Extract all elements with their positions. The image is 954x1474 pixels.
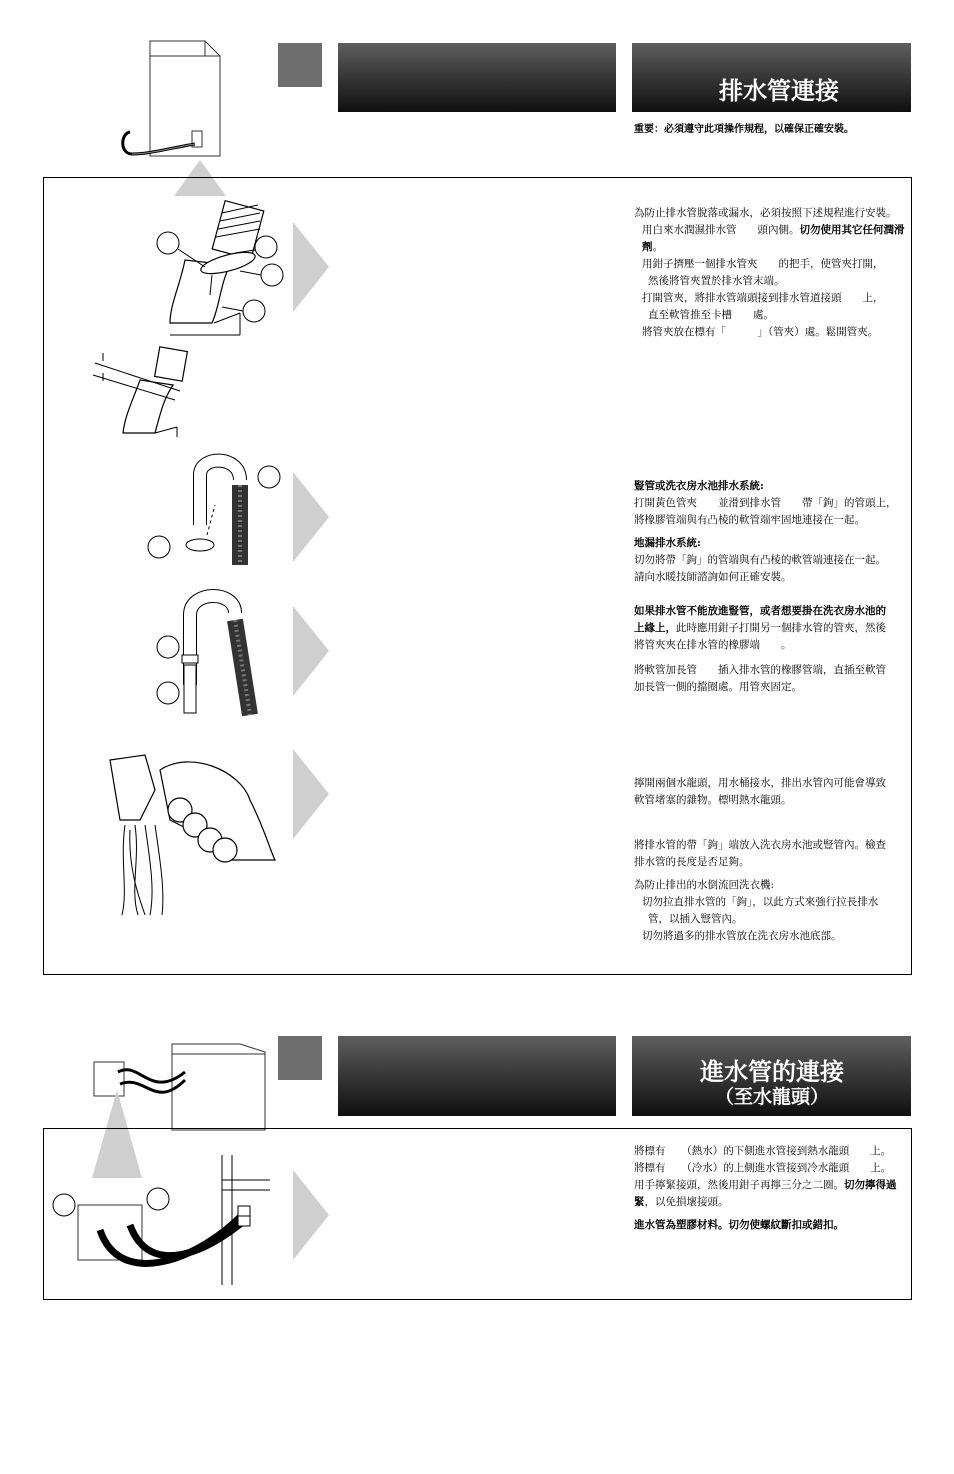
para-text: 將橡膠管端與有凸棱的軟管端牢固地連接在一起。	[634, 514, 865, 526]
para-text: ，以免損壞接頭。	[644, 1196, 729, 1208]
floor-drain-heading: 地漏排水系統:	[634, 537, 701, 549]
faucet-flush-illustration	[100, 750, 280, 920]
para-text: 擰開兩個水龍頭，用水桶接水，排出水管內可能會導致	[634, 777, 886, 789]
hose-clamp-illustration	[150, 195, 290, 345]
para-text: 加長管一側的擋圈處。用管夾固定。	[634, 681, 802, 693]
standpipe-instructions	[634, 478, 906, 586]
step-text: 用鉗子擠壓一個排水管夾 的把手，使管夾打開，	[642, 258, 884, 270]
para-text: 此時應用鉗子打開另一個排水管的管夾，然後	[676, 622, 886, 634]
extension-heading: 如果排水管不能放進豎管，或者想要掛在洗衣房水池的	[634, 605, 886, 617]
header-bar-left	[338, 43, 616, 112]
extension-instructions	[634, 603, 906, 696]
para-text: 將標有 （熱水）的下側進水管接到熱水龍頭 上。	[634, 1145, 892, 1157]
step-arrow	[293, 749, 329, 839]
para-text: 用手擰緊接頭，然後用鉗子再擰三分之二圈。	[634, 1179, 844, 1191]
para-text: 軟管堵塞的雜物。標明熱水龍頭。	[634, 794, 792, 806]
warning-text: 切勿使用其它任何潤滑劑	[642, 224, 905, 253]
hose-extension-illustration	[150, 585, 280, 720]
extension-heading: 上緣上，	[634, 622, 676, 634]
para-text: 將軟管加長管 插入排水管的橡膠管端，直插至軟管	[634, 664, 886, 676]
header-bar-left	[338, 1036, 616, 1116]
step-text: 直至軟管推至卡槽 處。	[648, 309, 774, 321]
section-title-inlet	[672, 1058, 872, 1108]
step-text: 。	[652, 241, 663, 253]
inlet-hose-illustration	[50, 1150, 270, 1285]
step-number-box	[278, 43, 322, 87]
inlet-steps	[634, 1143, 906, 1234]
para-text: 排水管的長度是否足夠。	[634, 856, 750, 868]
para-text: 請向水暖技師諮詢如何正確安裝。	[634, 571, 792, 583]
step-text: 打開管夾，將排水管端頭接到排水管道接頭 上，	[642, 292, 884, 304]
step-text: 將管夾放在標有「 」（管夾）處。鬆開管夾。	[642, 326, 879, 338]
para-text: 將管夾夾在排水管的橡膠端 。	[634, 639, 792, 651]
header-bar-right	[632, 43, 911, 112]
para-text: 切勿拉直排水管的「鉤」，以此方式來強行拉長排水	[642, 896, 879, 908]
step-arrow	[293, 472, 329, 562]
intro-text: 為防止排水管脫落或漏水，必須按照下述規程進行安裝。	[634, 207, 897, 219]
header-bar-right	[632, 1036, 911, 1116]
flush-instructions	[634, 775, 906, 945]
step-text: 然後將管夾置於排水管末端。	[648, 275, 785, 287]
step-arrow	[293, 222, 329, 312]
section-title-drain: 排水管連接	[719, 77, 839, 105]
para-text: 將標有 （冷水）的上側進水管接到冷水龍頭 上。	[634, 1162, 892, 1174]
hook-hose-illustration	[145, 445, 285, 575]
para-text: 為防止排出的水倒流回洗衣機:	[634, 879, 775, 891]
para-text: 管，以插入豎管內。	[648, 913, 743, 925]
para-text: 打開黃色管夾 並滑到排水管 帶「鉤」的管頭上，	[634, 497, 897, 509]
para-text: 將排水管的帶「鉤」端放入洗衣房水池或豎管內。檢查	[634, 839, 886, 851]
warning-text: 進水管為塑膠材料。切勿使螺紋斷扣或錯扣。	[634, 1219, 844, 1231]
step-text: 用白來水潤濕排水管 頭內側。	[642, 224, 800, 236]
warning-text: 切勿擰得過緊	[634, 1179, 897, 1208]
step-arrow	[293, 606, 329, 696]
clamp-position-illustration	[85, 345, 190, 440]
para-text: 切勿將過多的排水管放在洗衣房水池底部。	[642, 930, 842, 942]
section-title-line2: （至水龍頭）	[714, 1086, 829, 1108]
section-title-line1: 進水管的連接	[700, 1058, 844, 1086]
para-text: 切勿將帶「鉤」的管端與有凸棱的軟管端連接在一起。	[634, 554, 886, 566]
step-number-box	[278, 1036, 322, 1080]
clamp-install-steps	[634, 205, 906, 341]
standpipe-heading: 豎管或洗衣房水池排水系統:	[634, 480, 764, 492]
important-note: 重要：必須遵守此項操作規程，以確保正確安裝。	[634, 124, 854, 135]
